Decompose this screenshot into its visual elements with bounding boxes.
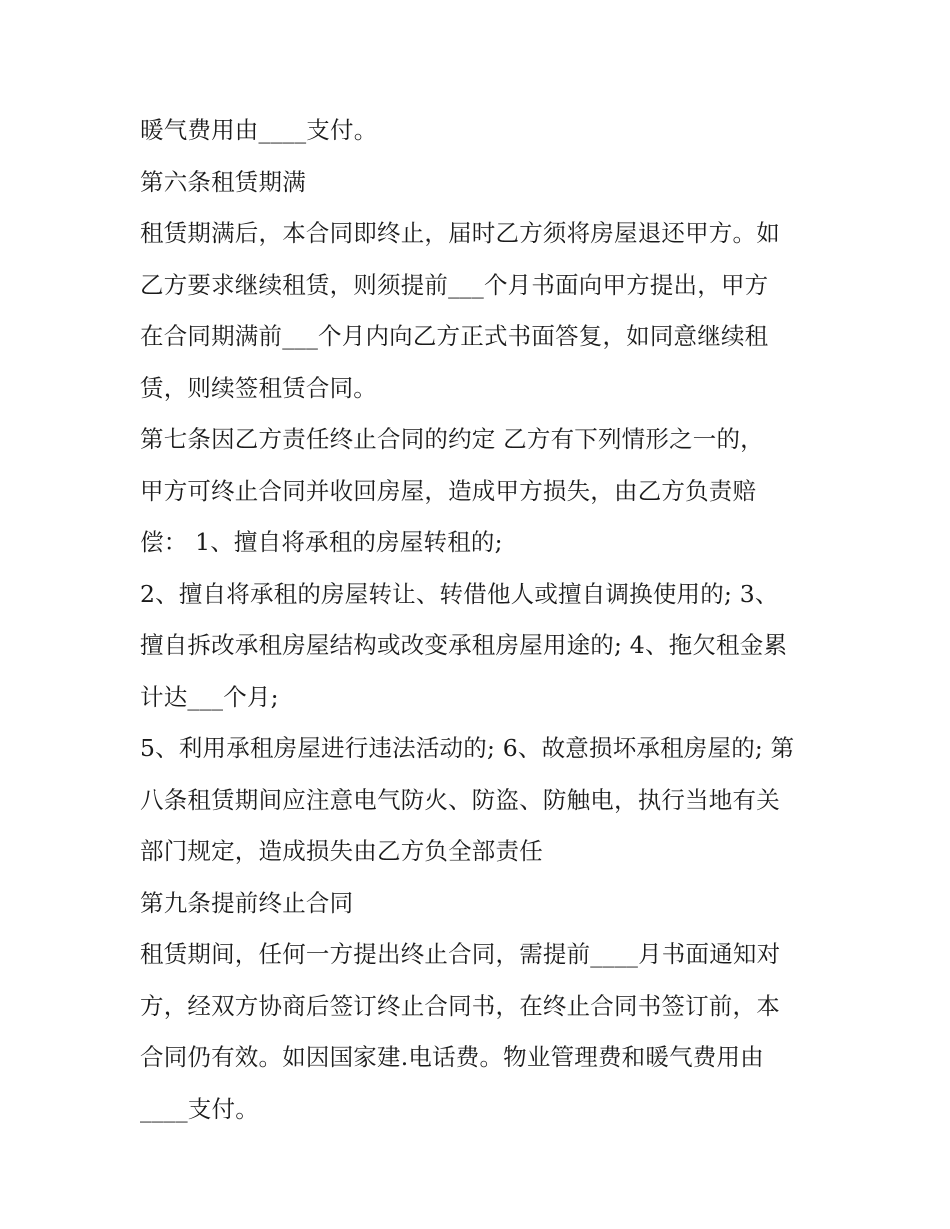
text-line: 方，经双方协商后签订终止合同书，在终止合同书签订前，本 (140, 991, 780, 1020)
text-line: 2、擅自将承租的房屋转让、转借他人或擅自调换使用的; 3、 (140, 579, 779, 608)
section-heading-7: 第七条因乙方责任终止合同的约定 乙方有下列情形之一的， (140, 425, 764, 453)
text-line: 合同仍有效。如因国家建.电话费。物业管理费和暖气费用由 (140, 1043, 764, 1071)
text-line: ____支付。 (140, 1094, 259, 1123)
section-heading-9: 第九条提前终止合同 (140, 888, 354, 917)
text-line: 甲方可终止合同并收回房屋，造成甲方损失，由乙方负责赔 (140, 476, 757, 505)
text-line: 擅自拆改承租房屋结构或改变承租房屋用途的; 4、拖欠租金累 (140, 631, 788, 659)
text-line: 计达___个月; (140, 682, 279, 711)
text-line: 偿： 1、擅自将承租的房屋转租的; (140, 528, 503, 556)
document-body (140, 107, 830, 1137)
text-line: 赁，则续签租赁合同。 (140, 373, 377, 402)
text-line: 在合同期满前___个月内向乙方正式书面答复，如同意继续租 (140, 322, 769, 350)
text-line: 乙方要求继续租赁，则须提前___个月书面向甲方提出，甲方 (140, 270, 769, 299)
section-heading-6: 第六条租赁期满 (140, 167, 306, 196)
text-line: 租赁期满后，本合同即终止，届时乙方须将房屋退还甲方。如 (140, 219, 780, 247)
text-line: 租赁期间，任何一方提出终止合同，需提前____月书面通知对 (140, 940, 781, 968)
text-line: 八条租赁期间应注意电气防火、防盗、防触电，执行当地有关 (140, 785, 780, 814)
text-line: 5、利用承租房屋进行违法活动的; 6、故意损坏承租房屋的; 第 (140, 734, 795, 762)
text-line: 部门规定，造成损失由乙方负全部责任 (140, 837, 543, 865)
text-line: 暖气费用由____支付。 (140, 116, 378, 144)
